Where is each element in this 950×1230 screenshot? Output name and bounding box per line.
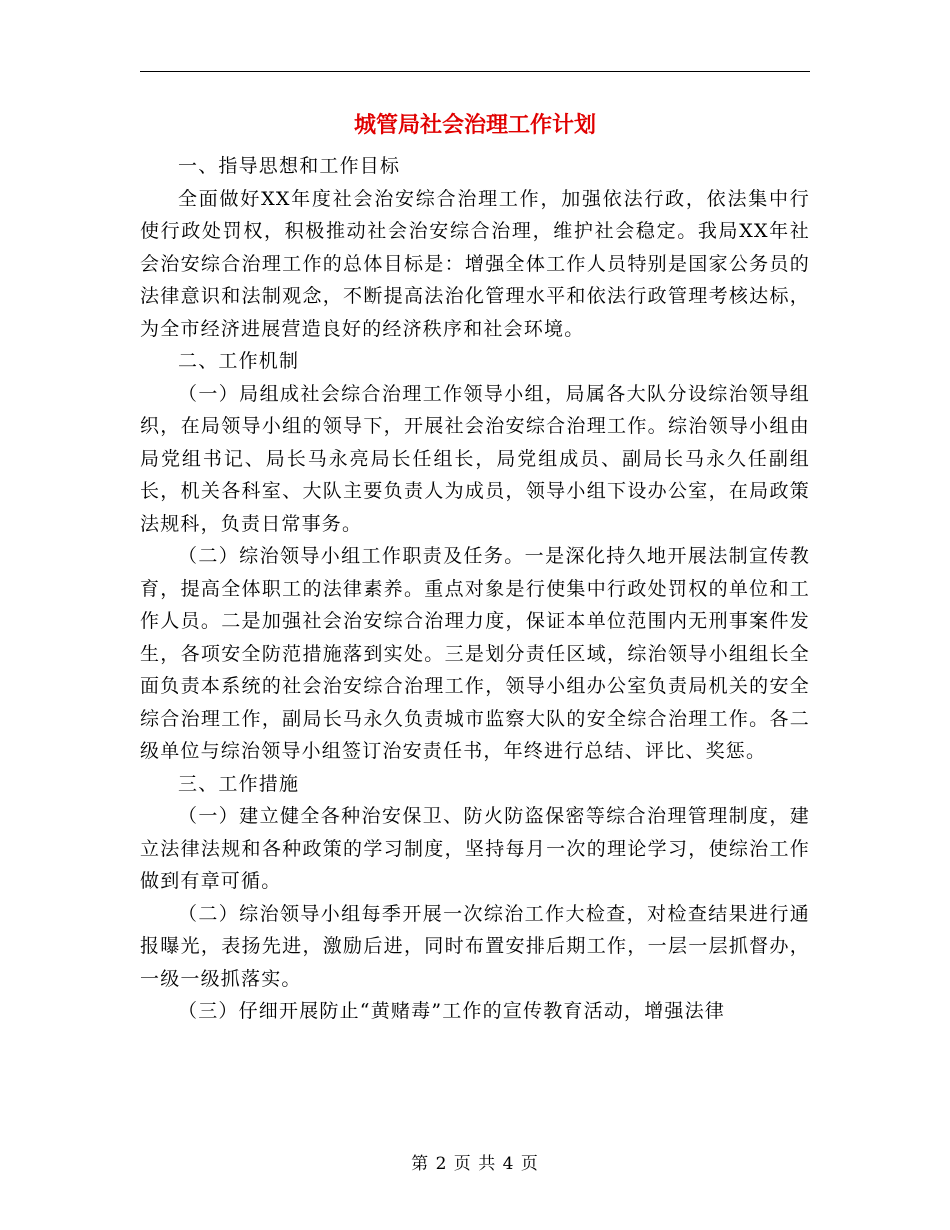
section-heading: 三、工作措施	[178, 772, 300, 795]
page-number: 第 2 页 共 4 页	[411, 1154, 539, 1174]
section-heading: 一、指导思想和工作目标	[178, 155, 401, 177]
document-body	[140, 150, 810, 1028]
section-heading: 二、工作机制	[178, 350, 300, 372]
document-title: 城管局社会治理工作计划	[353, 113, 596, 138]
body-paragraph: （二）综治领导小组每季开展一次综治工作大检查，对检查结果进行通报曝光，表扬先进，激励后进，同时布置安排后期工作，一层一层抓督办，一级一级抓落实。	[140, 902, 810, 990]
body-paragraph: （一）局组成社会综合治理工作领导小组，局属各大队分设综治领导组织，在局领导小组的领导下，开展社会治安综合治理工作。综治领导小组由局党组书记、局长马永亮局长任组长，局党组成员、副局长马永久任副组长，机关各科室、大队主要负责人为成员，领导小组下设办公室，在局政策法规科，负责日常事务。	[140, 382, 810, 535]
page-footer	[140, 1150, 810, 1178]
body-paragraph: （一）建立健全各种治安保卫、防火防盗保密等综合治理管理制度，建立法律法规和各种政策的学习制度，坚持每月一次的理论学习，使综治工作做到有章可循。	[140, 805, 810, 892]
header-rule	[140, 71, 810, 72]
body-paragraph: （三）仔细开展防止“黄赌毒”工作的宣传教育活动，增强法律	[178, 1000, 726, 1022]
body-paragraph: （二）综治领导小组工作职责及任务。一是深化持久地开展法制宣传教育，提高全体职工的法律素养。重点对象是行使集中行政处罚权的单位和工作人员。二是加强社会治安综合治理力度，保证本单位范围内无刑事案件发生，各项安全防范措施落到实处。三是划分责任区域，综治领导小组组长全面负责本系统的社会治安综合治理工作，领导小组办公室负责局机关的安全综合治理工作，副局长马永久负责城市监察大队的安全综合治理工作。各二级单位与综治领导小组签订治安责任书，年终进行总结、评比、奖惩。	[140, 545, 810, 762]
body-paragraph: 全面做好XX年度社会治安综合治理工作，加强依法行政，依法集中行使行政处罚权，积极推动社会治安综合治理，维护社会稳定。我局XX年社会治安综合治理工作的总体目标是：增强全体工作人员特别是国家公务员的法律意识和法制观念，不断提高法治化管理水平和依法行政管理考核达标，为全市经济进展营造良好的经济秩序和社会环境。	[140, 187, 810, 340]
